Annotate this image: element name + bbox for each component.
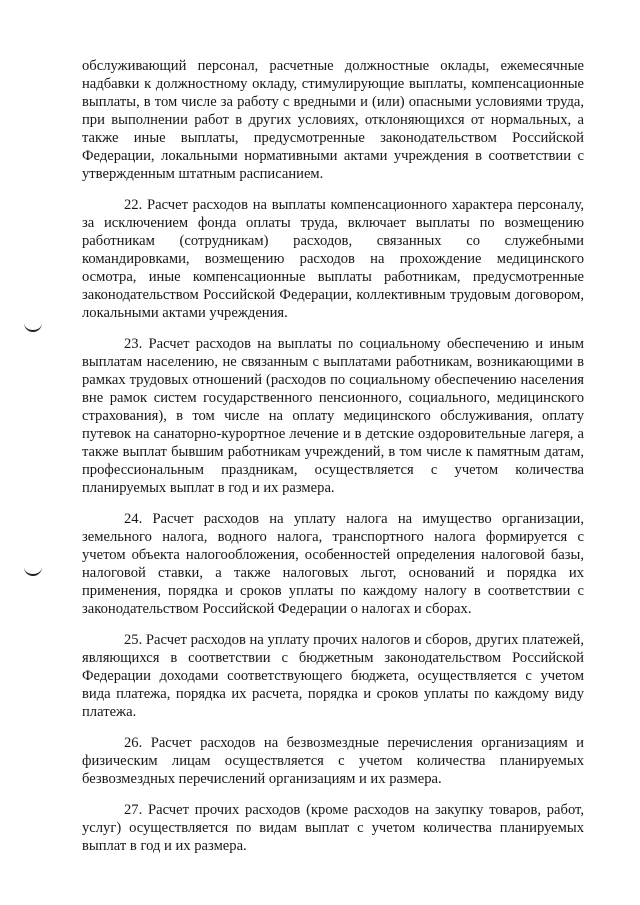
document-page bbox=[82, 57, 584, 868]
binding-hole-mark-upper bbox=[24, 322, 42, 332]
paragraph-24: 24. Расчет расходов на уплату налога на имущество организации, земельного налога, водного налога, транспортного налога формируется с учетом объекта налогообложения, особенностей определения налоговой базы, налоговой ставки, а также налоговых льгот, оснований и порядка их применения, порядка и сроков уплаты по каждому налогу в соответствии с законодательством Российской Федерации о налогах и сборах. bbox=[82, 511, 584, 617]
paragraph-22: 22. Расчет расходов на выплаты компенсационного характера персоналу, за исключением фонда оплаты труда, включает выплаты по возмещению работникам (сотрудникам) расходов, связанных со служебными командировками, возмещению расходов на прохождение медицинского осмотра, иные компенсационные выплаты работникам, предусмотренные законодательством Российской Федерации, коллективным трудовым договором, локальными актами учреждения. bbox=[82, 197, 584, 321]
paragraph-26: 26. Расчет расходов на безвозмездные перечисления организациям и физическим лицам осуществляется с учетом количества планируемых безвозмездных перечислений организациям и их размера. bbox=[82, 735, 584, 787]
paragraph-27: 27. Расчет прочих расходов (кроме расходов на закупку товаров, работ, услуг) осуществляется по видам выплат с учетом количества планируемых выплат в год и их размера. bbox=[82, 802, 584, 854]
paragraph-23: 23. Расчет расходов на выплаты по социальному обеспечению и иным выплатам населению, не связанным с выплатами работникам, возникающими в рамках трудовых отношений (расходов по социальному обеспечению населения вне рамок систем государственного пенсионного, социального, медицинского страхования), в том числе на оплату медицинского обслуживания, оплату путевок на санаторно-курортное лечение и в детские оздоровительные лагеря, а также выплат бывшим работникам учреждений, в том числе к памятным датам, профессиональным праздникам, осуществляется с учетом количества планируемых выплат в год и их размера. bbox=[82, 336, 584, 496]
binding-hole-mark-lower bbox=[24, 566, 42, 576]
paragraph-25: 25. Расчет расходов на уплату прочих налогов и сборов, других платежей, являющихся в соответствии с бюджетным законодательством Российской Федерации доходами соответствующего бюджета, осуществляется с учетом вида платежа, порядка их расчета, порядка и сроков уплаты по каждому виду платежа. bbox=[82, 632, 584, 720]
paragraph-21-continued: обслуживающий персонал, расчетные должностные оклады, ежемесячные надбавки к должностному окладу, стимулирующие выплаты, компенсационные выплаты, в том числе за работу с вредными и (или) опасными условиями труда, при выполнении работ в других условиях, отклоняющихся от нормальных, а также иные выплаты, предусмотренные законодательством Российской Федерации, локальными нормативными актами учреждения в соответствии с утвержденным штатным расписанием. bbox=[82, 58, 584, 182]
